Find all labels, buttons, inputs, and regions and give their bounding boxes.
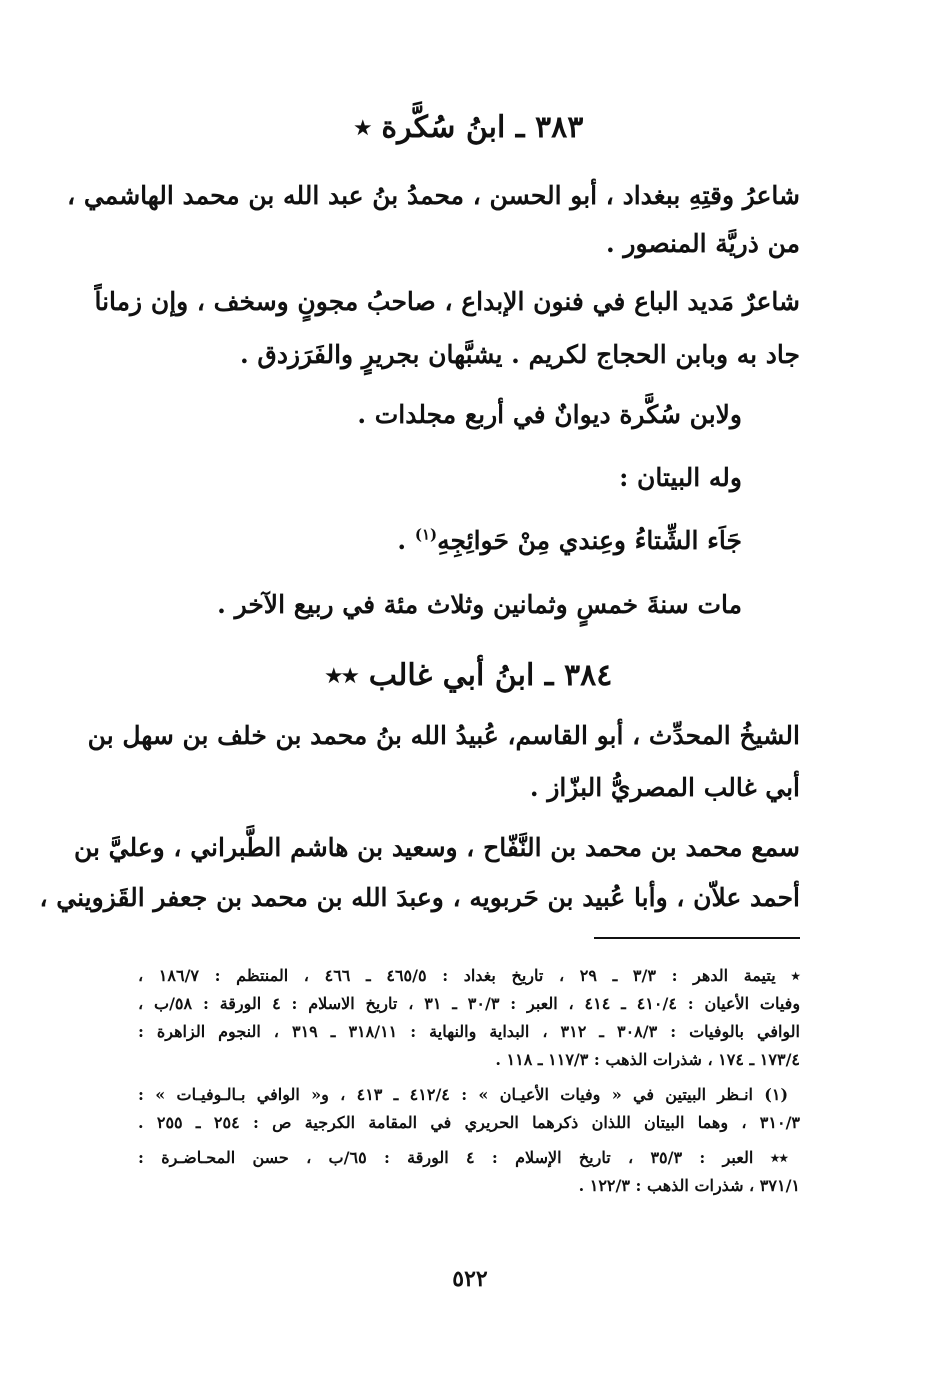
entry-383-title: ٣٨٣ ـ ابنُ سُكَّرة ٭ [354, 110, 584, 145]
entry-383-line-1: شاعرُ وقتِهِ ببغداد ، أبو الحسن ، محمدُ بنُ عبد الله بن محمد الهاشمي ، [67, 181, 800, 210]
verse-text: جَاَء الشِّتاءُ وعِندي مِنْ حَوائِجِهِ [437, 526, 742, 555]
entry-383-line-4: جاد به وبابن الحجاج لكريم . يشبَّهان بجريرٍ والفَرَزدق . [240, 340, 800, 369]
entry-384-line-4: أحمد علاّن ، وأبا عُبيد بن حَربويه ، وعبدَ الله بن محمد بن جعفر القَزويني ، [39, 883, 800, 912]
entry-383-line-8: مات سنةَ خمسٍ وثمانين وثلاث مئة في ربيع الآخر . [217, 590, 742, 619]
footnote-line-4: ١٧٣/٤ ـ ١٧٤ ، شذرات الذهب : ١١٧/٣ ـ ١١٨ . [495, 1050, 800, 1069]
entry-383-line-3: شاعرٌ مَديد الباع في فنون الإبداع ، صاحبُ مجونٍ وسخف ، وإن زماناً [94, 287, 800, 316]
entry-383-line-5: ولابن سُكَّرة ديوانٌ في أربع مجلدات . [357, 400, 742, 429]
footnote-divider [594, 937, 800, 939]
footnote-line-5: (١) انـظر البيتين في « وفيات الأعيـان » : ٤١٢/٤ ـ ٤١٣ ، و« الوافي بـالـوفيـات » : [138, 1085, 789, 1104]
footnote-line-2: وفيات الأعيان : ٤١٠/٤ ـ ٤١٤ ، العبر : ٣٠/٣ ـ ٣١ ، تاريخ الاسلام : ٤ الورقة : ٥٨/ب ، [138, 994, 801, 1013]
entry-384-line-2: أبي غالب المصريُّ البزّاز . [529, 773, 800, 802]
footnote-line-8: ٣٧١/١ ، شذرات الذهب : ١٢٢/٣ . [578, 1176, 800, 1195]
footnote-line-3: الوافي بالوفيات : ٣٠٨/٣ ـ ٣١٢ ، البداية والنهاية : ٣١٨/١١ ـ ٣١٩ ، النجوم الزاهرة : [138, 1022, 800, 1041]
footnote-ref-1: (١) [414, 525, 438, 544]
entry-384-line-1: الشيخُ المحدِّث ، أبو القاسم، عُبيدُ الله بنُ محمد بن خلف بن سهل بن [87, 721, 800, 750]
page-number: ٥٢٢ [452, 1266, 488, 1292]
entry-383-line-2: من ذريَّة المنصور . [605, 229, 800, 258]
entry-384-title: ٣٨٤ ـ ابنُ أبي غالب ٭٭ [325, 658, 613, 693]
entry-384-line-3: سمع محمد بن محمد بن النَّفّاح ، وسعيد بن هاشم الطَّبراني ، وعليَّ بن [73, 833, 800, 862]
entry-383-verse: جَاَء الشِّتاءُ وعِندي مِنْ حَوائِجِهِ$^{(١)}$ . [397, 525, 742, 555]
footnote-line-7: ٭٭ العبر : ٣٥/٣ ، تاريخ الإسلام : ٤ الورقة : ٦٥/ب ، حسن المحـاضـرة : [138, 1148, 789, 1167]
footnote-line-1: ٭ يتيمة الدهر : ٣/٣ ـ ٢٩ ، تاريخ بغداد : ٤٦٥/٥ ـ ٤٦٦ ، المنتظم : ١٨٦/٧ ، [138, 966, 801, 985]
footnote-line-6: ٣١٠/٣ ، وهما البيتان اللذان ذكرهما الحريري في المقامة الكرجية ص : ٢٥٤ ـ ٢٥٥ . [138, 1113, 801, 1132]
entry-383-line-6: وله البيتان : [619, 463, 742, 492]
